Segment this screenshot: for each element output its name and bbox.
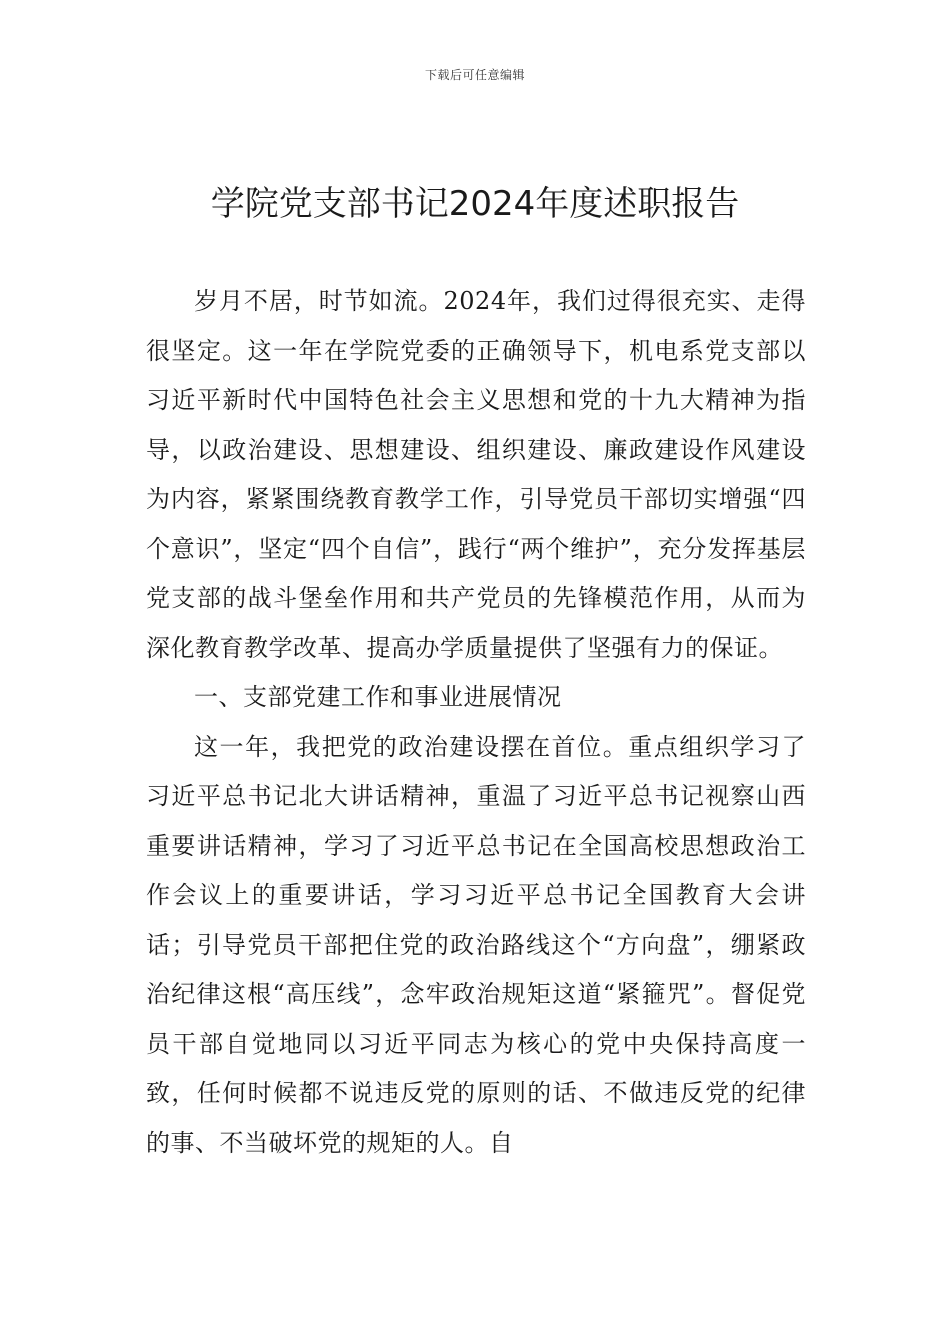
paragraph-intro: 岁月不居，时节如流。2024年，我们过得很充实、走得很坚定。这一年在学院党委的正确领导下，机电系党支部以习近平新时代中国特色社会主义思想和党的十九大精神为指导，以政治建设、思想建设、组织建设、廉政建设作风建设为内容，紧紧围绕教育教学工作，引导党员干部切实增强“四个意识”，坚定“四个自信”，践行“两个维护”，充分发挥基层党支部的战斗堡垒作用和共产党员的先锋模范作用，从而为深化教育教学改革、提高办学质量提供了坚强有力的保证。 bbox=[146, 287, 806, 662]
document-body bbox=[146, 277, 806, 1168]
header-note: 下载后可任意编辑 bbox=[424, 68, 525, 82]
section-heading: 一、支部党建工作和事业进展情况 bbox=[194, 683, 562, 711]
paragraph-political-building: 这一年，我把党的政治建设摆在首位。重点组织学习了习近平总书记北大讲话精神，重温了习近平总书记视察山西重要讲话精神，学习了习近平总书记在全国高校思想政治工作会议上的重要讲话，学习习近平总书记全国教育大会讲话；引导党员干部把住党的政治路线这个“方向盘”，绷紧政治纪律这根“高压线”，念牢政治规矩这道“紧箍咒”。督促党员干部自觉地同以习近平同志为核心的党中央保持高度一致，任何时候都不说违反党的原则的话、不做违反党的纪律的事、不当破坏党的规矩的人。自 bbox=[146, 732, 806, 1157]
document-title: 学院党支部书记2024年度述职报告 bbox=[210, 184, 740, 224]
